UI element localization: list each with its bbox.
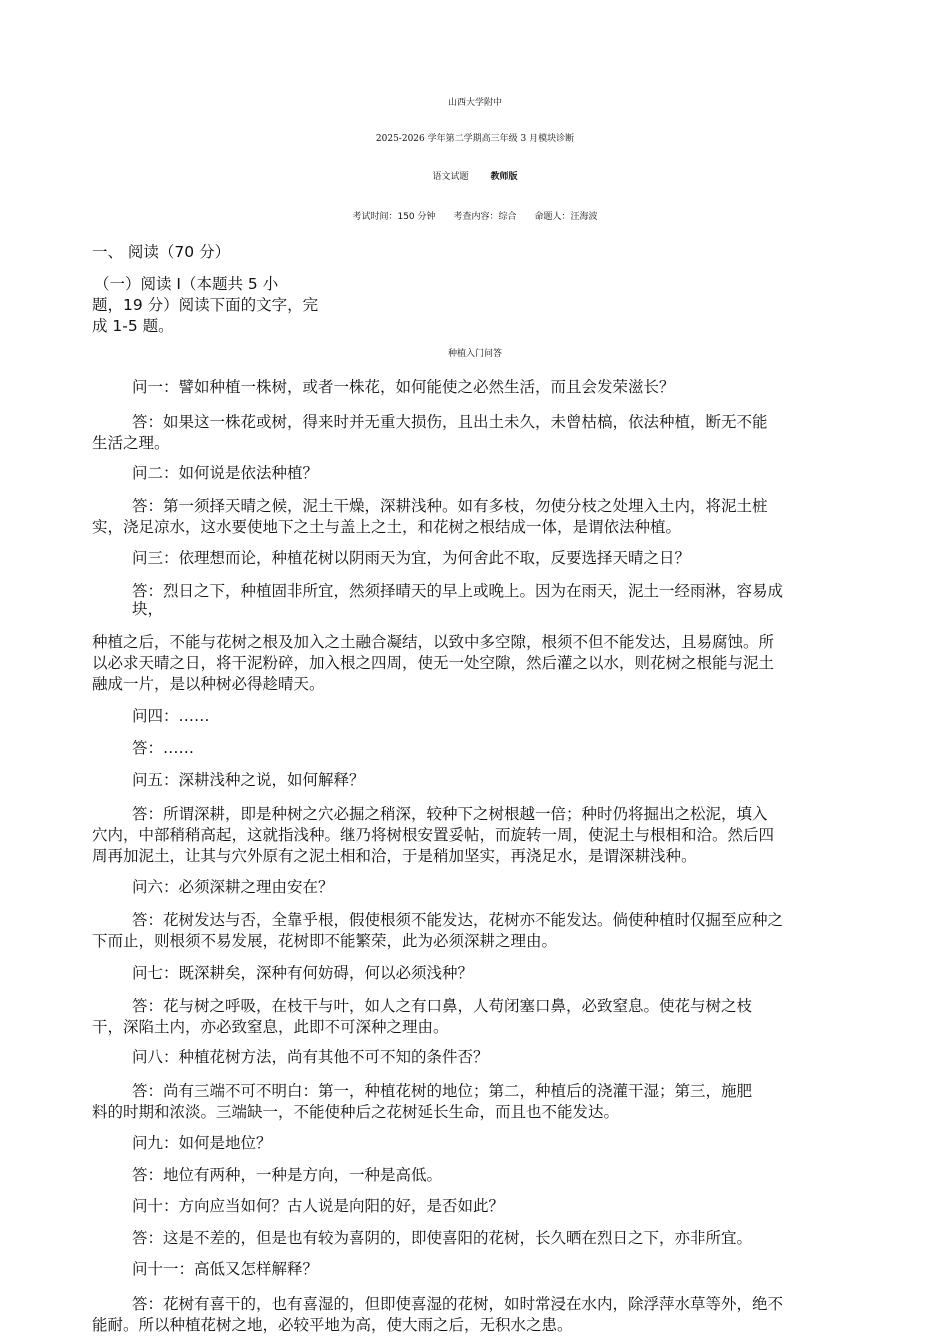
- article-line: 答：地位有两种，一种是方向，一种是高低。: [132, 1166, 443, 1184]
- article-line: 料的时期和浓淡。三端缺一，不能使种后之花树延长生命，而且也不能发达。: [92, 1103, 620, 1121]
- article-line: 答：如果这一株花或树，得来时并无重大损伤，且出土未久，未曾枯槁，依法种植，断无不能: [132, 413, 768, 431]
- article-line: 实，浇足凉水，这水要使地下之土与盖上之土，和花树之根结成一体，是谓依法种植。: [92, 518, 682, 536]
- article-line: 融成一片，是以种树必得趁晴天。: [92, 675, 325, 693]
- article-line: 穴内，中部稍稍高起，这就指浅种。继乃将树根安置妥帖，而旋转一周，使泥土与根相和洽。然后四: [92, 826, 775, 844]
- article-line: 答：花与树之呼吸，在枝干与叶，如人之有口鼻，人苟闭塞口鼻，必致窒息。使花与树之枝: [132, 997, 753, 1015]
- article-line: 能耐。所以种植花树之地，必较平地为高，使大雨之后，无积水之患。: [92, 1316, 573, 1334]
- school-name: 山西大学附中: [447, 98, 502, 108]
- article-title: 种植入门问答: [447, 349, 502, 359]
- article-line: 干，深陷土内，亦必致窒息，此即不可深种之理由。: [92, 1018, 449, 1036]
- article-line: 问二：如何说是依法种植？: [132, 464, 319, 482]
- section-instruction-line: 成 1-5 题。: [92, 317, 174, 335]
- section-instruction-line: 题，19 分）阅读下面的文字，完: [92, 296, 319, 314]
- section-instruction-line: （一）阅读 I（本题共 5 小: [94, 275, 279, 293]
- article-line: 问六：必须深耕之理由安在？: [132, 878, 334, 896]
- edition-label: 教师版: [490, 172, 518, 182]
- exam-title: 2025-2026 学年第二学期高三年级 3 月模块诊断: [375, 134, 575, 144]
- article-line: 答：……: [132, 739, 195, 757]
- subject-line: [0, 169, 950, 182]
- article-line: 周再加泥土，让其与穴外原有之泥土相和洽，于是稍加坚实，再浇足水，是谓深耕浅种。: [92, 847, 697, 865]
- article-line: 答：第一须择天晴之候，泥土干燥，深耕浅种。如有多枝，勿使分枝之处埋入土内，将泥土桩: [132, 497, 768, 515]
- article-line: 块，: [132, 600, 164, 618]
- article-line: 问七：既深耕矣，深种有何妨碍，何以必须浅种？: [132, 964, 474, 982]
- article-line: 答：烈日之下，种植固非所宜，然须择晴天的早上或晚上。因为在雨天，泥土一经雨淋，容易成: [132, 582, 784, 600]
- article-line: 以必求天晴之日，将干泥粉碎，加入根之四周，使无一处空隙，然后灌之以水，则花树之根能与泥土: [92, 654, 775, 672]
- article-line: 答：花树发达与否，全靠乎根，假使根须不能发达，花树亦不能发达。倘使种植时仅掘至应种之: [132, 911, 784, 929]
- article-line: 问八：种植花树方法，尚有其他不可不知的条件否？: [132, 1048, 489, 1066]
- section-heading: 一、 阅读（70 分）: [92, 243, 231, 261]
- article-line: 生活之理。: [92, 434, 170, 452]
- article-line: 问一：譬如种植一株树，或者一株花，如何能使之必然生活，而且会发荣滋长？: [132, 378, 675, 396]
- article-line: 问十一：高低又怎样解释？: [132, 1260, 319, 1278]
- article-line: 问三：依理想而论，种植花树以阴雨天为宜，为何舍此不取，反要选择天晴之日？: [132, 549, 691, 567]
- article-line: 问十：方向应当如何？古人说是向阳的好，是否如此？: [132, 1197, 505, 1215]
- article-line: 答：花树有喜干的，也有喜湿的，但即使喜湿的花树，如时常浸在水内，除浮萍水草等外，绝不: [132, 1295, 784, 1313]
- article-line: 问四：……: [132, 707, 210, 725]
- article-line: 种植之后，不能与花树之根及加入之土融合凝结，以致中多空隙，根须不但不能发达，且易腐蚀。所: [92, 633, 775, 651]
- article-line: 答：尚有三端不可不明白：第一，种植花树的地位；第二，种植后的浇灌干湿；第三，施肥: [132, 1082, 753, 1100]
- article-line: 下而止，则根须不易发展，花树即不能繁荣，此为必须深耕之理由。: [92, 932, 558, 950]
- subject-title: 语文试题: [432, 172, 469, 182]
- exam-meta: 考试时间：150 分钟 考查内容：综合 命题人：汪海波: [352, 212, 598, 222]
- article-line: 答：这是不差的，但是也有较为喜阴的，即使喜阳的花树，长久晒在烈日之下，亦非所宜。: [132, 1229, 753, 1247]
- article-line: 问五：深耕浅种之说，如何解释？: [132, 771, 365, 789]
- article-line: 问九：如何是地位？: [132, 1134, 272, 1152]
- article-line: 答：所谓深耕，即是种树之穴必掘之稍深，较种下之树根越一倍；种时仍将掘出之松泥，填入: [132, 805, 768, 823]
